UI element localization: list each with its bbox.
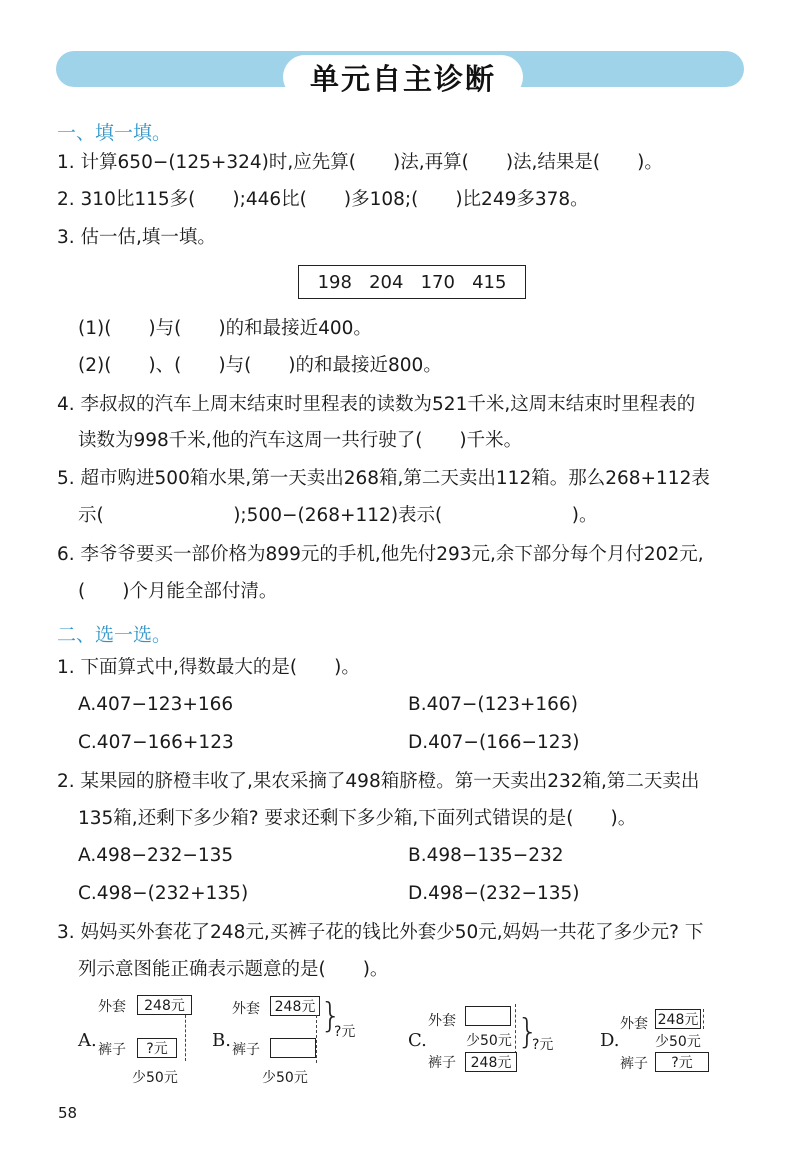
choose-question-3-line-2: 列示意图能正确表示题意的是( )。: [78, 959, 389, 980]
dashed-marker: [703, 1009, 704, 1029]
page-title: 单元自主诊断: [283, 55, 523, 99]
fill-question-4-line-2: 读数为998千米,他的汽车这周一共行驶了( )千米。: [78, 430, 523, 451]
option-c: C.407−166+123: [78, 732, 234, 753]
fill-question-2: 2. 310比115多( );446比( )多108;( )比249多378。: [57, 189, 589, 210]
less-label: 少50元: [262, 1070, 308, 1086]
fill-question-4-line-1: 4. 李叔叔的汽车上周末结束时里程表的读数为521千米,这周末结束时里程表的: [57, 394, 696, 415]
total-brace: }: [517, 1012, 539, 1052]
less-label: 少50元: [655, 1034, 701, 1050]
pants-label: 裤子: [620, 1056, 648, 1072]
choice-letter: D.: [600, 1030, 620, 1051]
numbers-box: [298, 265, 526, 299]
number-item: 170: [420, 271, 455, 293]
fill-question-6-line-1: 6. 李爷爷要买一部价格为899元的手机,他先付293元,余下部分每个月付202元,: [57, 544, 704, 565]
number-item: 198: [317, 271, 352, 293]
coat-bar: 248元: [137, 995, 192, 1015]
choice-letter: B.: [212, 1030, 231, 1051]
total-label: ?元: [532, 1037, 554, 1053]
fill-question-1: 1. 计算650−(125+324)时,应先算( )法,再算( )法,结果是( )。: [57, 152, 663, 173]
pants-bar: 248元: [465, 1052, 517, 1072]
number-item: 204: [369, 271, 404, 293]
choice-letter: C.: [408, 1030, 427, 1051]
total-label: ?元: [334, 1024, 356, 1040]
option-a: A.407−123+166: [78, 694, 234, 715]
dashed-marker: [515, 1004, 516, 1054]
pants-bar: [270, 1038, 316, 1058]
number-item: 415: [472, 271, 507, 293]
option-d: D.407−(166−123): [408, 732, 580, 753]
pants-label: 裤子: [428, 1055, 456, 1071]
choose-question-2-line-2: 135箱,还剩下多少箱? 要求还剩下多少箱,下面列式错误的是( )。: [78, 808, 637, 829]
fill-question-3: 3. 估一估,填一填。: [57, 227, 216, 248]
option-d: D.498−(232−135): [408, 883, 580, 904]
less-label: 少50元: [466, 1033, 512, 1049]
pants-bar: ?元: [655, 1052, 709, 1072]
fill-question-3-sub-2: (2)( )、( )与( )的和最接近800。: [78, 355, 442, 376]
fill-question-5-line-2: 示( );500−(268+112)表示( )。: [78, 505, 598, 526]
coat-label: 外套: [620, 1016, 648, 1032]
fill-question-5-line-1: 5. 超市购进500箱水果,第一天卖出268箱,第二天卖出112箱。那么268+112表: [57, 468, 710, 489]
coat-label: 外套: [232, 1001, 260, 1017]
option-b: B.498−135−232: [408, 845, 564, 866]
dashed-marker: [316, 1015, 317, 1063]
fill-question-3-sub-1: (1)( )与( )的和最接近400。: [78, 318, 372, 339]
total-brace: }: [320, 996, 342, 1036]
section-heading-fill: 一、填一填。: [57, 122, 172, 144]
coat-bar: [465, 1006, 511, 1026]
pants-label: 裤子: [232, 1042, 260, 1058]
pants-bar: ?元: [137, 1038, 177, 1058]
option-a: A.498−232−135: [78, 845, 234, 866]
coat-bar: 248元: [655, 1009, 701, 1029]
choose-question-2-line-1: 2. 某果园的脐橙丰收了,果农采摘了498箱脐橙。第一天卖出232箱,第二天卖出: [57, 771, 700, 792]
choose-question-3-line-1: 3. 妈妈买外套花了248元,买裤子花的钱比外套少50元,妈妈一共花了多少元? 下: [57, 922, 704, 943]
pants-label: 裤子: [98, 1042, 126, 1058]
choose-question-1: 1. 下面算式中,得数最大的是( )。: [57, 657, 360, 678]
coat-label: 外套: [428, 1013, 456, 1029]
page-number: 58: [58, 1104, 78, 1122]
section-heading-choose: 二、选一选。: [57, 624, 172, 646]
choice-letter: A.: [78, 1030, 97, 1051]
dashed-marker: [185, 1015, 186, 1061]
coat-bar: 248元: [270, 996, 320, 1016]
option-c: C.498−(232+135): [78, 883, 249, 904]
less-label: 少50元: [132, 1070, 178, 1086]
coat-label: 外套: [98, 999, 126, 1015]
option-b: B.407−(123+166): [408, 694, 578, 715]
fill-question-6-line-2: ( )个月能全部付清。: [78, 581, 278, 602]
